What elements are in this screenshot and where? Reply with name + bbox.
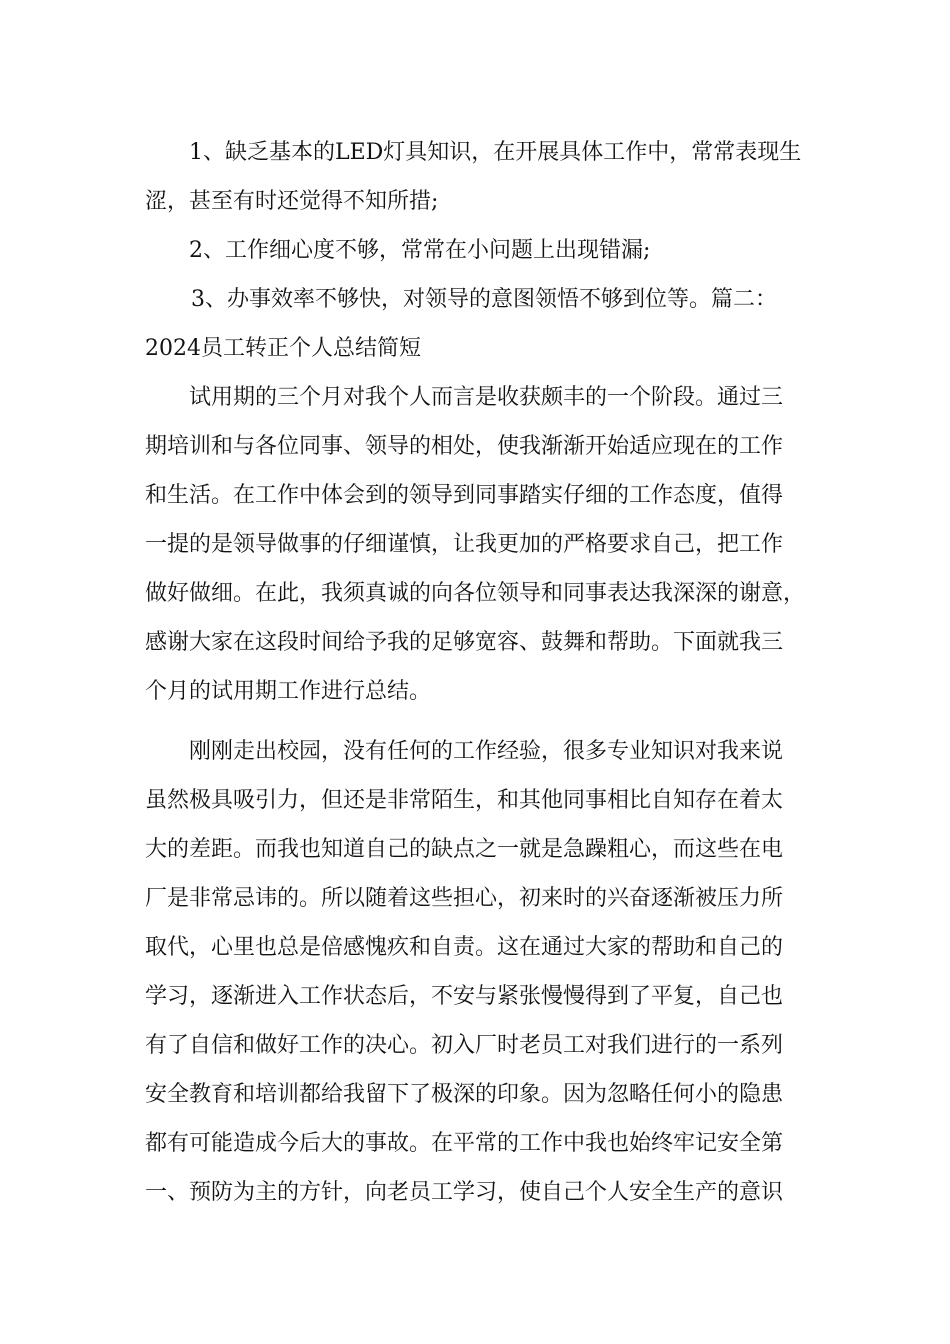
- text-line: 有了自信和做好工作的决心。初入厂时老员工对我们进行的一系列: [145, 1033, 784, 1058]
- text-line: 刚刚走出校园，没有任何的工作经验，很多专业知识对我来说: [189, 739, 784, 764]
- text-line: 做好做细。在此，我须真诚的向各位领导和同事表达我深深的谢意，: [145, 581, 806, 606]
- text-line: 一提的是领导做事的仔细谨慎，让我更加的严格要求自己，把工作: [145, 532, 784, 557]
- document-body: [145, 128, 805, 1217]
- text-line: 一、预防为主的方针，向老员工学习，使自己个人安全生产的意识: [145, 1180, 784, 1205]
- text-line: 取代，心里也总是倍感愧疚和自责。这在通过大家的帮助和自己的: [145, 935, 784, 960]
- text-line: 安全教育和培训都给我留下了极深的印象。因为忽略任何小的隐患: [145, 1082, 784, 1107]
- text-line: 2、工作细心度不够，常常在小问题上出现错漏;: [189, 238, 651, 263]
- paragraph-5: [145, 727, 805, 1217]
- text-line: 1、缺乏基本的LED灯具知识，在开展具体工作中，常常表现生: [189, 140, 802, 165]
- text-line: 大的差距。而我也知道自己的缺点之一就是急躁粗心，而这些在电: [145, 837, 784, 862]
- text-line: 虽然极具吸引力，但还是非常陌生，和其他同事相比自知存在着太: [145, 788, 784, 813]
- paragraph-3: [145, 275, 805, 373]
- text-line: 期培训和与各位同事、领导的相处，使我渐渐开始适应现在的工作: [145, 434, 784, 459]
- text-line: 个月的试用期工作进行总结。: [145, 679, 432, 704]
- text-line: 感谢大家在这段时间给予我的足够宽容、鼓舞和帮助。下面就我三: [145, 630, 784, 655]
- text-line: 2024员工转正个人总结简短: [145, 336, 421, 361]
- text-line: 都有可能造成今后大的事故。在平常的工作中我也始终牢记安全第: [145, 1131, 784, 1156]
- paragraph-1: [145, 128, 805, 226]
- text-line: 学习，逐渐进入工作状态后，不安与紧张慢慢得到了平复，自己也: [145, 984, 784, 1009]
- paragraph-spacer: [145, 716, 805, 727]
- text-line: 厂是非常忌讳的。所以随着这些担心，初来时的兴奋逐渐被压力所: [145, 886, 784, 911]
- text-line: 试用期的三个月对我个人而言是收获颇丰的一个阶段。通过三: [189, 385, 784, 410]
- text-line: 涩，甚至有时还觉得不知所措;: [145, 189, 439, 214]
- text-line: 和生活。在工作中体会到的领导到同事踏实仔细的工作态度，值得: [145, 483, 784, 508]
- paragraph-2: [145, 226, 805, 275]
- text-line: 3、办事效率不够快，对领导的意图领悟不够到位等。篇二：: [191, 287, 777, 312]
- paragraph-4: [145, 373, 805, 716]
